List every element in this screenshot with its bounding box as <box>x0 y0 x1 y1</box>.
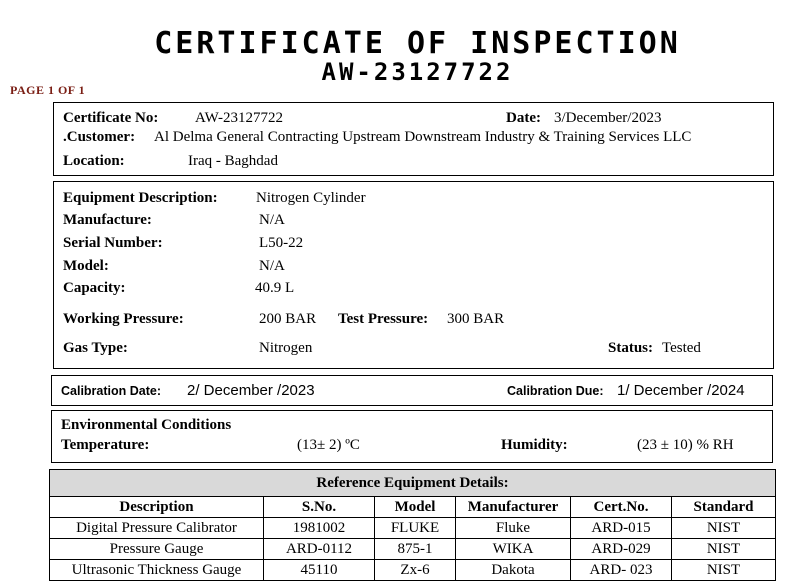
location-value: Iraq - Baghdad <box>188 153 278 169</box>
table-cell: NIST <box>672 560 776 581</box>
table-cell: Pressure Gauge <box>50 539 264 560</box>
reference-heading: Reference Equipment Details: <box>50 470 776 497</box>
table-cell: NIST <box>672 518 776 539</box>
customer-label: .Customer: <box>63 129 136 145</box>
manufacture-value: N/A <box>259 212 285 228</box>
table-row <box>50 560 776 581</box>
test-pressure-value: 300 BAR <box>447 311 505 327</box>
humidity-value: (23 ± 10) % RH <box>637 437 734 453</box>
table-cell: ARD-0112 <box>264 539 375 560</box>
date-label: Date: <box>506 110 541 126</box>
page-indicator: PAGE 1 OF 1 <box>10 83 86 97</box>
humidity-label: Humidity: <box>501 437 568 453</box>
equipment-box <box>53 181 774 369</box>
gas-type-value: Nitrogen <box>259 340 313 356</box>
location-label: Location: <box>63 153 125 169</box>
calibration-due-label: Calibration Due: <box>507 384 604 398</box>
serial-number-label: Serial Number: <box>63 235 163 251</box>
customer-value: Al Delma General Contracting Upstream Downstream Industry & Training Services LLC <box>154 129 692 145</box>
table-cell: Dakota <box>456 560 571 581</box>
table-cell: FLUKE <box>375 518 456 539</box>
calibration-date-label: Calibration Date: <box>61 384 162 398</box>
environment-box <box>51 410 773 463</box>
table-header-row <box>50 497 776 518</box>
table-cell: ARD-029 <box>571 539 672 560</box>
capacity-label: Capacity: <box>63 280 126 296</box>
model-label: Model: <box>63 258 109 274</box>
serial-number-value: L50-22 <box>259 235 304 251</box>
test-pressure-label: Test Pressure: <box>338 311 429 327</box>
column-header: Cert.No. <box>571 497 672 518</box>
equipment-description-value: Nitrogen Cylinder <box>256 190 366 206</box>
status-label: Status: <box>608 340 654 356</box>
table-cell: ARD- 023 <box>571 560 672 581</box>
model-value: N/A <box>259 258 285 274</box>
table-cell: Ultrasonic Thickness Gauge <box>50 560 264 581</box>
status-value: Tested <box>662 340 701 356</box>
certificate-no-label: Certificate No: <box>63 110 159 126</box>
calibration-due-value: 1/ December /2024 <box>617 382 745 399</box>
column-header: Manufacturer <box>456 497 571 518</box>
equipment-description-label: Equipment Description: <box>63 190 218 206</box>
table-cell: 45110 <box>264 560 375 581</box>
table-cell: Fluke <box>456 518 571 539</box>
certificate-title: CERTIFICATE OF INSPECTION <box>154 26 681 61</box>
temperature-label: Temperature: <box>61 437 150 453</box>
table-cell: Zx-6 <box>375 560 456 581</box>
reference-equipment-table <box>49 469 776 581</box>
table-row <box>50 539 776 560</box>
temperature-value: (13± 2) ºC <box>297 437 360 453</box>
gas-type-label: Gas Type: <box>63 340 128 356</box>
calibration-box <box>51 375 773 406</box>
column-header: Standard <box>672 497 776 518</box>
table-cell: 875-1 <box>375 539 456 560</box>
capacity-value: 40.9 L <box>255 280 295 296</box>
table-cell: ARD-015 <box>571 518 672 539</box>
certificate-info-box <box>53 102 774 176</box>
date-value: 3/December/2023 <box>554 110 662 126</box>
working-pressure-label: Working Pressure: <box>63 311 184 327</box>
environment-heading: Environmental Conditions <box>61 417 232 433</box>
working-pressure-value: 200 BAR <box>259 311 317 327</box>
calibration-date-value: 2/ December /2023 <box>187 382 315 399</box>
table-cell: 1981002 <box>264 518 375 539</box>
column-header: S.No. <box>264 497 375 518</box>
certificate-no-value: AW-23127722 <box>195 110 283 126</box>
table-cell: NIST <box>672 539 776 560</box>
table-cell: WIKA <box>456 539 571 560</box>
manufacture-label: Manufacture: <box>63 212 152 228</box>
certificate-number-heading: AW-23127722 <box>321 58 514 86</box>
table-cell: Digital Pressure Calibrator <box>50 518 264 539</box>
column-header: Description <box>50 497 264 518</box>
table-row <box>50 518 776 539</box>
column-header: Model <box>375 497 456 518</box>
